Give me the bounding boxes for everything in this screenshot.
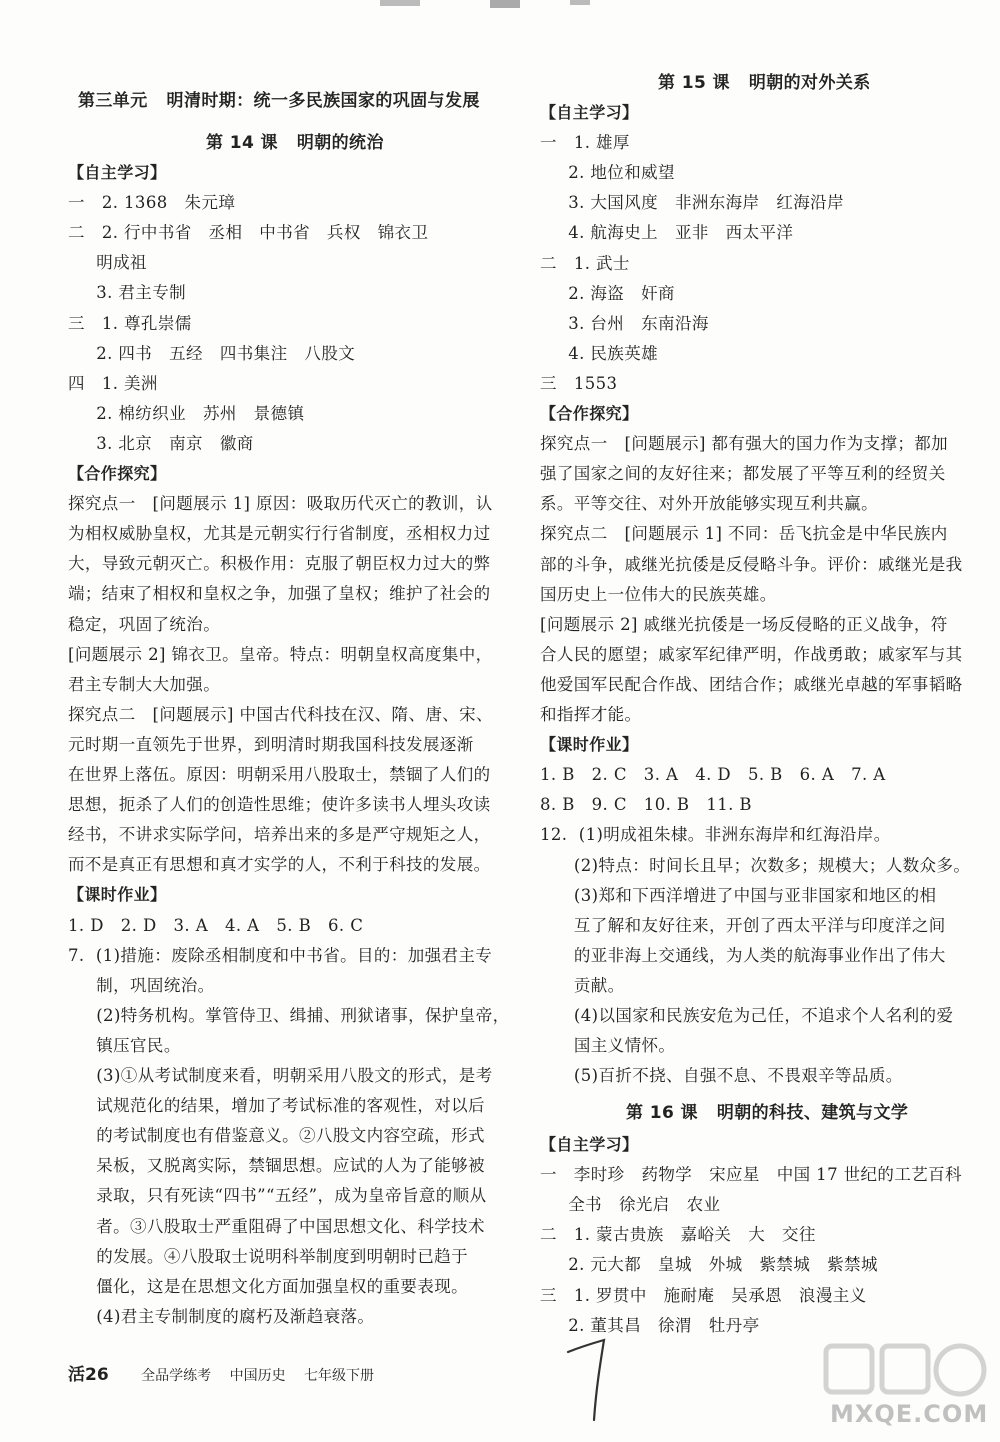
text-line: 和指挥才能。 (540, 705, 642, 724)
text-line: 3. 君主专制 (68, 283, 187, 303)
section-heading: 【合作探究】 (68, 464, 167, 483)
text-line: 一 2. 1368 朱元璋 (68, 193, 236, 213)
text-line: 二 1. 蒙古贵族 嘉峪关 大 交往 (540, 1225, 816, 1245)
text-line: 明成祖 (68, 253, 147, 273)
text-line: [问题展示 2] 戚继光抗倭是一场反侵略的正义战争，符 (540, 614, 948, 634)
text-line: 三 1. 罗贯中 施耐庵 吴承恩 浪漫主义 (540, 1285, 867, 1305)
text-line: 全书 徐光启 农业 (540, 1195, 721, 1215)
text-line: 2. 棉纺织业 苏州 景德镇 (68, 403, 305, 423)
text-line: 三 1. 尊孔崇儒 (68, 313, 192, 333)
text-line: 的亚非海上交通线，为人类的航海事业作出了伟大 (540, 945, 946, 965)
text-line: 者。③八股取士严重阻碍了中国思想文化、科学技术 (68, 1216, 485, 1236)
text-line: 制，巩固统治。 (68, 975, 215, 995)
text-line: 2. 元大都 皇城 外城 紫禁城 紫禁城 (540, 1255, 878, 1275)
lesson-16-title: 第 16 课 明朝的科技、建筑与文学 (626, 1103, 909, 1123)
text-line: 为相权威胁皇权，尤其是元朝实行行省制度，丞相权力过 (68, 524, 491, 544)
text-line: 2. 海盗 奸商 (540, 283, 675, 303)
text-line: 一 1. 雄厚 (540, 133, 630, 153)
text-line: 二 2. 行中书省 丞相 中书省 兵权 锦衣卫 (68, 223, 429, 243)
text-line: 试规范化的结果，增加了考试标准的客观性，对以后 (68, 1096, 485, 1116)
text-line: 互了解和友好往来，开创了西太平洋与印度洋之间 (540, 915, 946, 935)
text-line: 2. 董其昌 徐渭 牡丹亭 (540, 1315, 760, 1335)
text-line: 的发展。④八股取士说明科举制度到明朝时已趋于 (68, 1246, 469, 1266)
text-line: 4. 民族英雄 (540, 343, 659, 363)
text-line: (4)以国家和民族安危为己任，不追求个人名利的爱 (540, 1006, 954, 1025)
text-line: 2. 四书 五经 四书集注 八股文 (68, 343, 356, 363)
text-line: 3. 台州 东南沿海 (540, 313, 709, 333)
text-line: (4)君主专制制度的腐朽及渐趋衰落。 (68, 1306, 375, 1326)
text-line: (3)①从考试制度来看，明朝采用八股文的形式，是考 (68, 1066, 493, 1085)
text-line: 僵化，这是在思想文化方面加强皇权的重要表现。 (68, 1276, 469, 1296)
text-line: (3)郑和下西洋增进了中国与亚非国家和地区的相 (540, 885, 937, 905)
text-line: 贡献。 (540, 975, 625, 995)
text-line: 二 1. 武士 (540, 253, 630, 273)
text-line: (2)特务机构。掌管侍卫、缉捕、刑狱诸事，保护皇帝， (68, 1005, 510, 1025)
text-line: 4. 航海史上 亚非 西太平洋 (540, 223, 794, 243)
text-line: 的考试制度也有借鉴意义。②八股文内容空疏，形式 (68, 1126, 485, 1146)
text-line: [问题展示 2] 锦衣卫。皇帝。特点：明朝皇权高度集中， (68, 644, 493, 664)
section-heading: 【课时作业】 (68, 885, 167, 905)
text-line: 部的斗争，戚继光抗倭是反侵略斗争。评价：戚继光是我 (540, 554, 963, 574)
text-line: (5)百折不挠、自强不息、不畏艰辛等品质。 (540, 1066, 903, 1086)
text-line: 经书，不讲求实际学问，培养出来的多是严守规矩之人， (68, 825, 491, 845)
text-line: 探究点二 [问题展示 1] 不同：岳飞抗金是中华民族内 (540, 524, 948, 544)
text-line: 大，导致元朝灭亡。积极作用：克服了朝臣权力过大的弊 (68, 554, 491, 574)
unit-title: 第三单元 明清时期：统一多民族国家的巩固与发展 (78, 91, 480, 111)
page-number: 活26 (68, 1365, 109, 1385)
text-line: 稳定，巩固了统治。 (68, 614, 221, 634)
lesson-14-title: 第 14 课 明朝的统治 (206, 133, 384, 153)
text-line: 在世界上落伍。原因：明朝采用八股取士，禁锢了人们的 (68, 765, 491, 784)
text-line: 呆板，又脱离实际，禁锢思想。应试的人为了能够被 (68, 1156, 485, 1176)
text-line: 而不是真正有思想和真才实学的人，不利于科技的发展。 (68, 855, 491, 875)
text-line: 2. 地位和威望 (540, 163, 675, 183)
text-line: 合人民的愿望；戚家军纪律严明，作战勇敢；戚家军与其 (540, 644, 963, 664)
text-line: 端；结束了相权和皇权之争，加强了皇权；维护了社会的 (68, 584, 491, 604)
section-heading: 【合作探究】 (540, 404, 639, 423)
handwritten-stroke (560, 1330, 620, 1425)
text-line: 1. D 2. D 3. A 4. A 5. B 6. C (68, 915, 364, 935)
text-line: 镇压官民。 (68, 1035, 181, 1055)
page-footer (68, 1360, 388, 1385)
text-line: 探究点一 [问题展示] 都有强大的国力作为支撑；都加 (540, 434, 949, 454)
text-line: 国历史上一位伟大的民族英雄。 (540, 584, 777, 604)
text-line: 元时期一直领先于世界，到明清时期我国科技发展逐渐 (68, 734, 474, 754)
section-heading: 【自主学习】 (540, 1135, 639, 1154)
text-line: 探究点二 [问题展示] 中国古代科技在汉、隋、唐、宋、 (68, 704, 493, 724)
text-line: 探究点一 [问题展示 1] 原因：吸取历代灭亡的教训，认 (68, 494, 493, 514)
text-line: 国主义情怀。 (540, 1036, 676, 1056)
section-heading: 【自主学习】 (540, 103, 639, 122)
text-line: 1. B 2. C 3. A 4. D 5. B 6. A 7. A (540, 765, 886, 785)
text-line: 3. 北京 南京 徽商 (68, 433, 254, 453)
text-line: 君主专制大大加强。 (68, 674, 221, 694)
footer-brand: 全品学练考 (141, 1368, 212, 1384)
text-line: 8. B 9. C 10. B 11. B (540, 795, 752, 815)
text-line: 四 1. 美洲 (68, 373, 158, 393)
footer-grade: 七年级下册 (304, 1368, 375, 1384)
section-heading: 【课时作业】 (540, 735, 639, 755)
text-line: 7. (1)措施：废除丞相制度和中书省。目的：加强君主专 (68, 945, 493, 965)
text-line: (2)特点：时间长且早；次数多；规模大；人数众多。 (540, 855, 971, 875)
watermark-text: MXQE.COM (830, 1400, 989, 1428)
top-crop-marks (380, 0, 600, 18)
text-line: 思想，扼杀了人们的创造性思维；使许多读书人埋头攻读 (68, 795, 491, 815)
section-heading: 【自主学习】 (68, 163, 167, 182)
text-line: 强了国家之间的友好往来；都发展了平等互利的经贸关 (540, 464, 946, 484)
text-line: 系。平等交往、对外开放能够实现互利共赢。 (540, 494, 878, 514)
text-line: 一 李时珍 药物学 宋应星 中国 17 世纪的工艺百科 (540, 1165, 962, 1185)
text-line: 3. 大国风度 非洲东海岸 红海沿岸 (540, 193, 844, 213)
text-line: 三 1553 (540, 373, 618, 393)
text-line: 12. (1)明成祖朱棣。非洲东海岸和红海沿岸。 (540, 825, 891, 845)
text-line: 录取，只有死读“四书”“五经”，成为皇帝旨意的顺从 (68, 1186, 487, 1206)
text-line: 他爱国军民配合作战、团结合作；戚继光卓越的军事韬略 (540, 674, 963, 694)
lesson-15-title: 第 15 课 明朝的对外关系 (658, 73, 871, 93)
footer-subject: 中国历史 (229, 1368, 286, 1384)
